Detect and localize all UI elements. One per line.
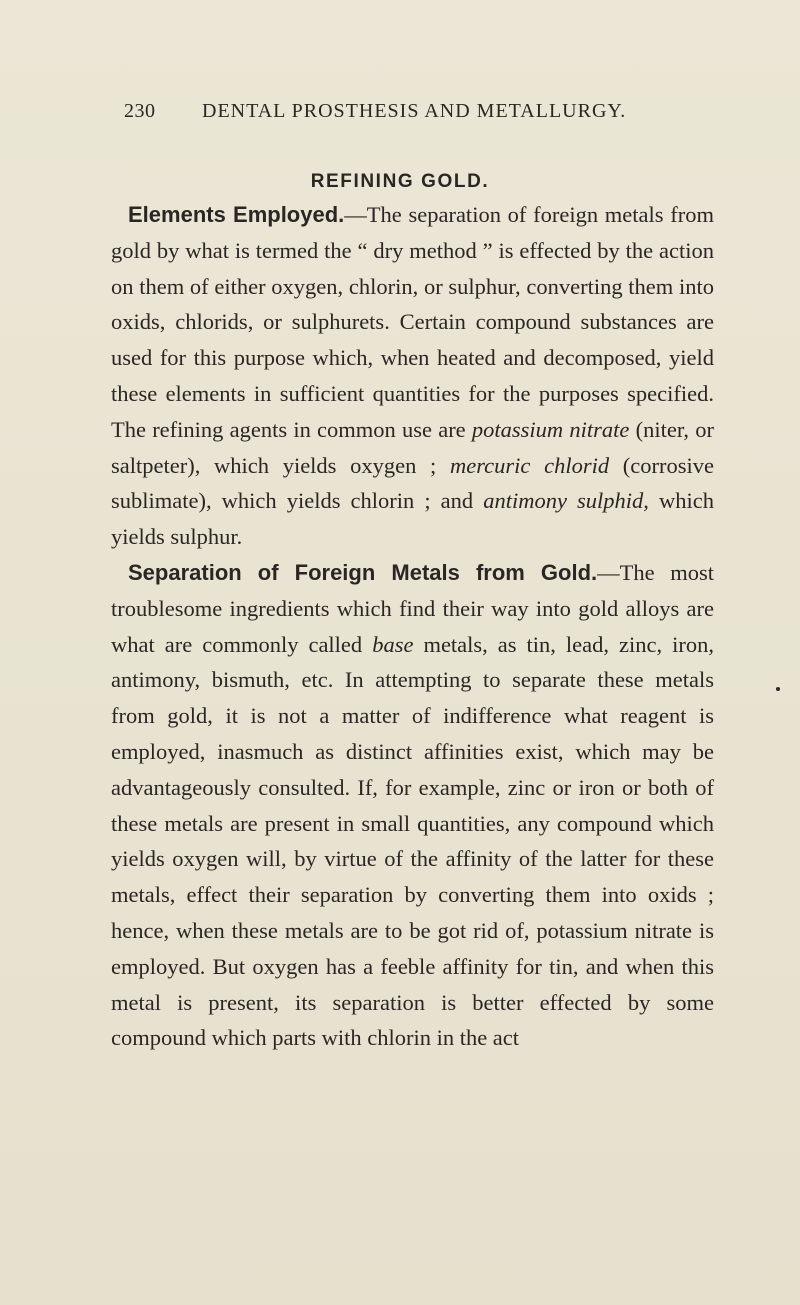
italic-term: mercuric chlorid bbox=[450, 452, 610, 478]
running-title: DENTAL PROSTHESIS AND METALLURGY. bbox=[202, 100, 627, 122]
paragraph-heading: Separation of Foreign Metals from Gold. bbox=[128, 559, 598, 585]
paragraph-text: metals, as tin, lead, zinc, iron, antimony, bismuth, etc. In attempting to separate these metals from gold, it is not a matter of indifference what reagent is employed, inasmuch as distinct affinities exist, which may be advantageously consulted. If, for example, zinc or iron or both of these metals are present in small quantities, any compound which yields oxygen will, by virtue of the affinity of the latter for these metals, effect their separation by converting them into oxids ; hence, when these metals are to be got rid of, potassium nitrate is employed. But oxygen has a feeble affinity for tin, and when this metal is present, its separation is better effected by some compound which parts with chlorin in the act bbox=[111, 631, 715, 1051]
paragraph-text: (niter, or saltpeter), which yields oxygen ; bbox=[111, 416, 714, 478]
italic-term: base bbox=[372, 631, 414, 657]
paragraph-separation-of-metals bbox=[111, 555, 714, 1056]
paragraph-text: —The most troublesome ingredients which find their way into gold alloys are what are commonly called bbox=[111, 559, 714, 657]
italic-term: antimony sulphid, bbox=[483, 488, 649, 514]
running-head bbox=[124, 100, 724, 132]
margin-speck bbox=[776, 687, 780, 691]
paragraph-text: (corrosive sublimate), which yields chlorin ; and bbox=[111, 452, 714, 514]
section-title: REFINING GOLD. bbox=[310, 171, 490, 192]
body-text bbox=[111, 197, 714, 1056]
page-number: 230 bbox=[124, 100, 156, 122]
paragraph-text: which yields sulphur. bbox=[111, 488, 714, 550]
paragraph-heading: Elements Employed. bbox=[128, 202, 345, 227]
italic-term: potassium nitrate bbox=[471, 416, 630, 442]
paragraph-text: —The separation of foreign metals from gold by what is termed the “ dry method ” is effected by the action on them of either oxygen, chlorin, or sulphur, converting them into oxids, chlorids, or sulphurets. Certain compound substances are used for this purpose which, when heated and decomposed, yield these elements in sufficient quantities for the purposes specified. The refining agents in common use are bbox=[111, 202, 714, 442]
paragraph-elements-employed bbox=[111, 197, 714, 555]
